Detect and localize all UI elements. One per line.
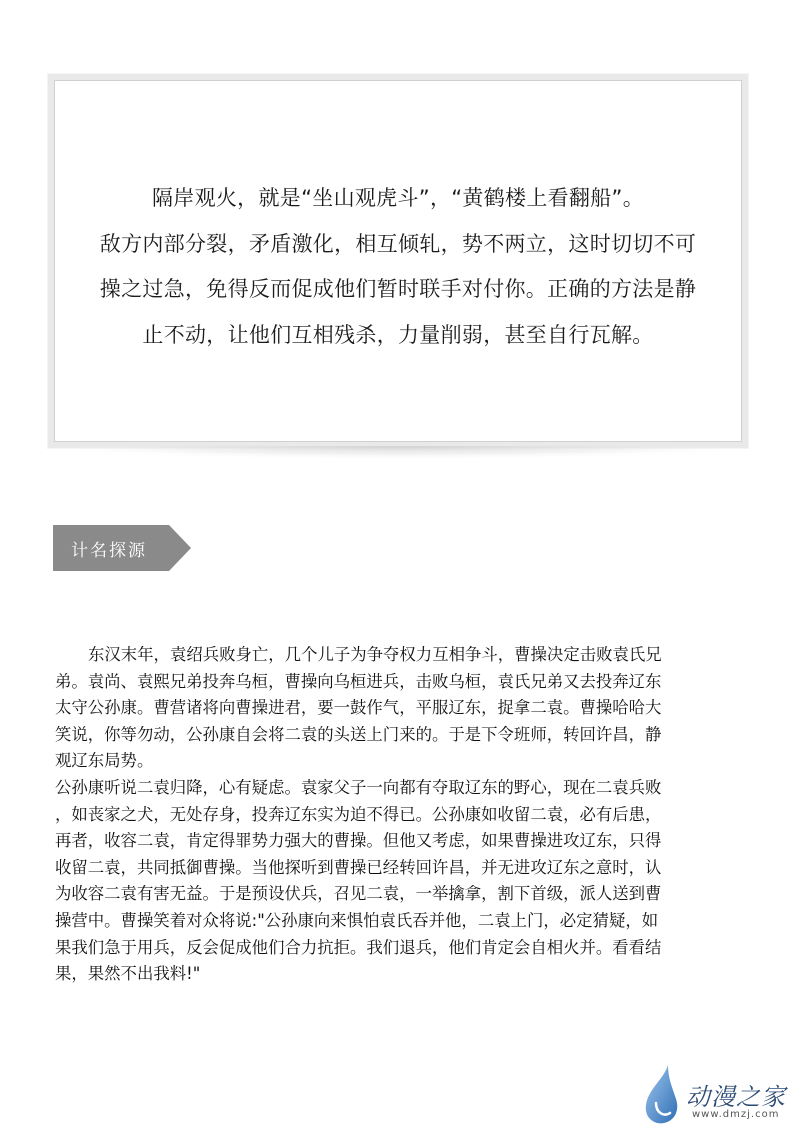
body-line: ，如丧家之犬，无处存身，投奔辽东实为迫不得已。公孙康如收留二袁，必有后患， [55, 804, 662, 824]
water-drop-logo-icon [634, 1063, 684, 1127]
body-line: 公孙康听说二袁归降，心有疑虑。袁家父子一向都有夺取辽东的野心，现在二袁兵败 [55, 777, 662, 797]
quote-line: 止不动，让他们互相残杀，力量削弱，甚至自行瓦解。 [142, 322, 654, 347]
body-line: 收留二袁，共同抵御曹操。当他探听到曹操已经转回许昌，并无进攻辽东之意时，认 [55, 857, 662, 877]
body-text [55, 642, 765, 988]
body-line: 弟。袁尚、袁熙兄弟投奔乌桓，曹操向乌桓进兵，击败乌桓，袁氏兄弟又去投奔辽东 [55, 671, 662, 691]
body-line: 观辽东局势。 [55, 751, 154, 771]
quote-line: 操之过急，免得反而促成他们暂时联手对付你。正确的方法是静 [99, 277, 697, 301]
watermark-title: 动漫之家 [686, 1083, 786, 1111]
quote-line: 敌方内部分裂，矛盾激化，相互倾轧，势不两立，这时切切不可 [99, 231, 697, 256]
body-line: 果，果然不出我料!" [55, 964, 201, 984]
quote-text [72, 176, 724, 358]
card-shadow [80, 446, 720, 482]
quote-line: 隔岸观火，就是“坐山观虎斗”，“黄鹤楼上看翻船”。 [151, 186, 644, 210]
watermark [634, 1063, 794, 1127]
section-tag [53, 525, 191, 571]
quote-card [48, 74, 748, 448]
body-line: 操营中。曹操笑着对众将说:"公孙康向来惧怕袁氏吞并他，二袁上门，必定猜疑，如 [55, 910, 659, 930]
watermark-url: www.dmzj.com [692, 1109, 780, 1120]
body-line: 东汉末年，袁绍兵败身亡，几个儿子为争夺权力互相争斗，曹操决定击败袁氏兄 [88, 645, 662, 664]
body-line: 再者，收容二袁，肯定得罪势力强大的曹操。但他又考虑，如果曹操进攻辽东，只得 [55, 831, 662, 851]
body-line: 笑说，你等勿动，公孙康自会将二袁的头送上门来的。于是下令班师，转回许昌，静 [55, 724, 662, 744]
section-title: 计名探源 [71, 541, 147, 561]
body-line: 果我们急于用兵，反会促成他们合力抗拒。我们退兵，他们肯定会自相火并。看看结 [55, 937, 662, 957]
body-line: 为收容二袁有害无益。于是预设伏兵，召见二袁，一举擒拿，割下首级，派人送到曹 [55, 884, 662, 904]
body-line: 太守公孙康。曹营诸将向曹操进君，要一鼓作气，平服辽东，捉拿二袁。曹操哈哈大 [55, 698, 662, 718]
